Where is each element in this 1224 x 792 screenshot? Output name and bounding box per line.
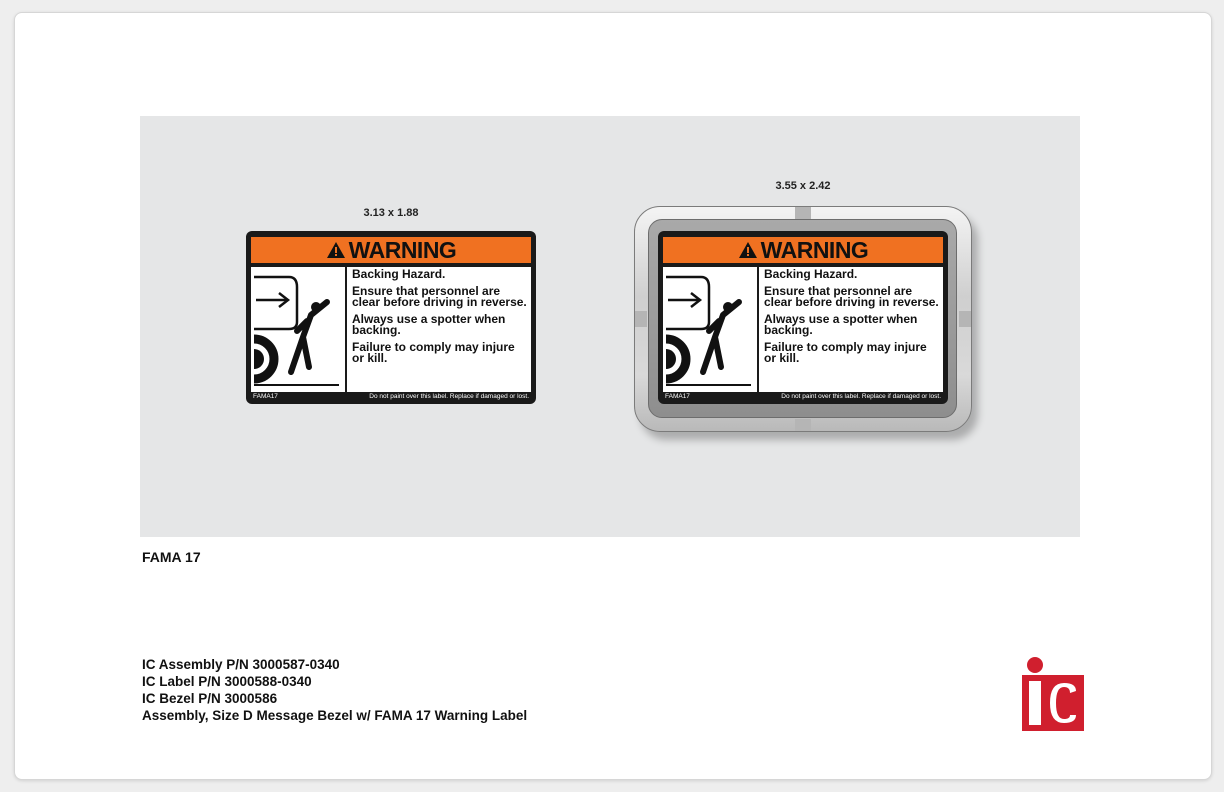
warning-line-1: Backing Hazard. [764, 267, 858, 281]
warning-footer [253, 392, 529, 402]
warning-line-4: Failure to comply may injure or kill. [352, 340, 515, 365]
label-footer-note: Do not paint over this label. Replace if damaged or lost. [369, 393, 529, 400]
assembly-description: Assembly, Size D Message Bezel w/ FAMA 17 Warning Label [142, 708, 528, 723]
warning-message [352, 269, 530, 370]
bezel-notch-right [959, 311, 971, 327]
person-struck-by-vehicle-icon [663, 267, 757, 392]
bezel-part-number: IC Bezel P/N 3000586 [142, 691, 278, 706]
warning-line-1: Backing Hazard. [352, 267, 446, 281]
ic-logo [1018, 655, 1084, 731]
bezel-notch-bottom [795, 419, 811, 431]
warning-label-in-bezel [658, 231, 948, 404]
person-struck-by-vehicle-icon [251, 267, 345, 392]
bezel-notch-left [635, 311, 647, 327]
label-size-right: 3.55 x 2.42 [775, 180, 831, 192]
label-code: FAMA17 [665, 393, 690, 400]
warning-line-3: Always use a spotter when backing. [352, 312, 506, 337]
warning-line-3: Always use a spotter when backing. [764, 312, 918, 337]
warning-header-text: WARNING [348, 236, 457, 263]
part-number-block [142, 656, 527, 724]
warning-line-2: Ensure that personnel are clear before driving in reverse. [764, 284, 939, 309]
warning-message [764, 269, 942, 370]
assembly-part-number: IC Assembly P/N 3000587-0340 [142, 657, 340, 672]
warning-label-standalone [246, 231, 536, 404]
warning-header [663, 237, 943, 263]
warning-triangle-icon [738, 241, 758, 259]
warning-header-text: WARNING [760, 236, 869, 263]
warning-triangle-icon [326, 241, 346, 259]
label-part-number: IC Label P/N 3000588-0340 [142, 674, 312, 689]
warning-footer [665, 392, 941, 402]
backing-hazard-pictogram [251, 267, 347, 392]
warning-line-2: Ensure that personnel are clear before driving in reverse. [352, 284, 527, 309]
label-code: FAMA17 [253, 393, 278, 400]
label-size-left: 3.13 x 1.88 [363, 207, 419, 219]
warning-body [663, 267, 943, 392]
warning-line-4: Failure to comply may injure or kill. [764, 340, 927, 365]
label-footer-note: Do not paint over this label. Replace if damaged or lost. [781, 393, 941, 400]
bezel-notch-top [795, 207, 811, 219]
warning-body [251, 267, 531, 392]
backing-hazard-pictogram [663, 267, 759, 392]
product-code: FAMA 17 [142, 549, 201, 565]
warning-header [251, 237, 531, 263]
